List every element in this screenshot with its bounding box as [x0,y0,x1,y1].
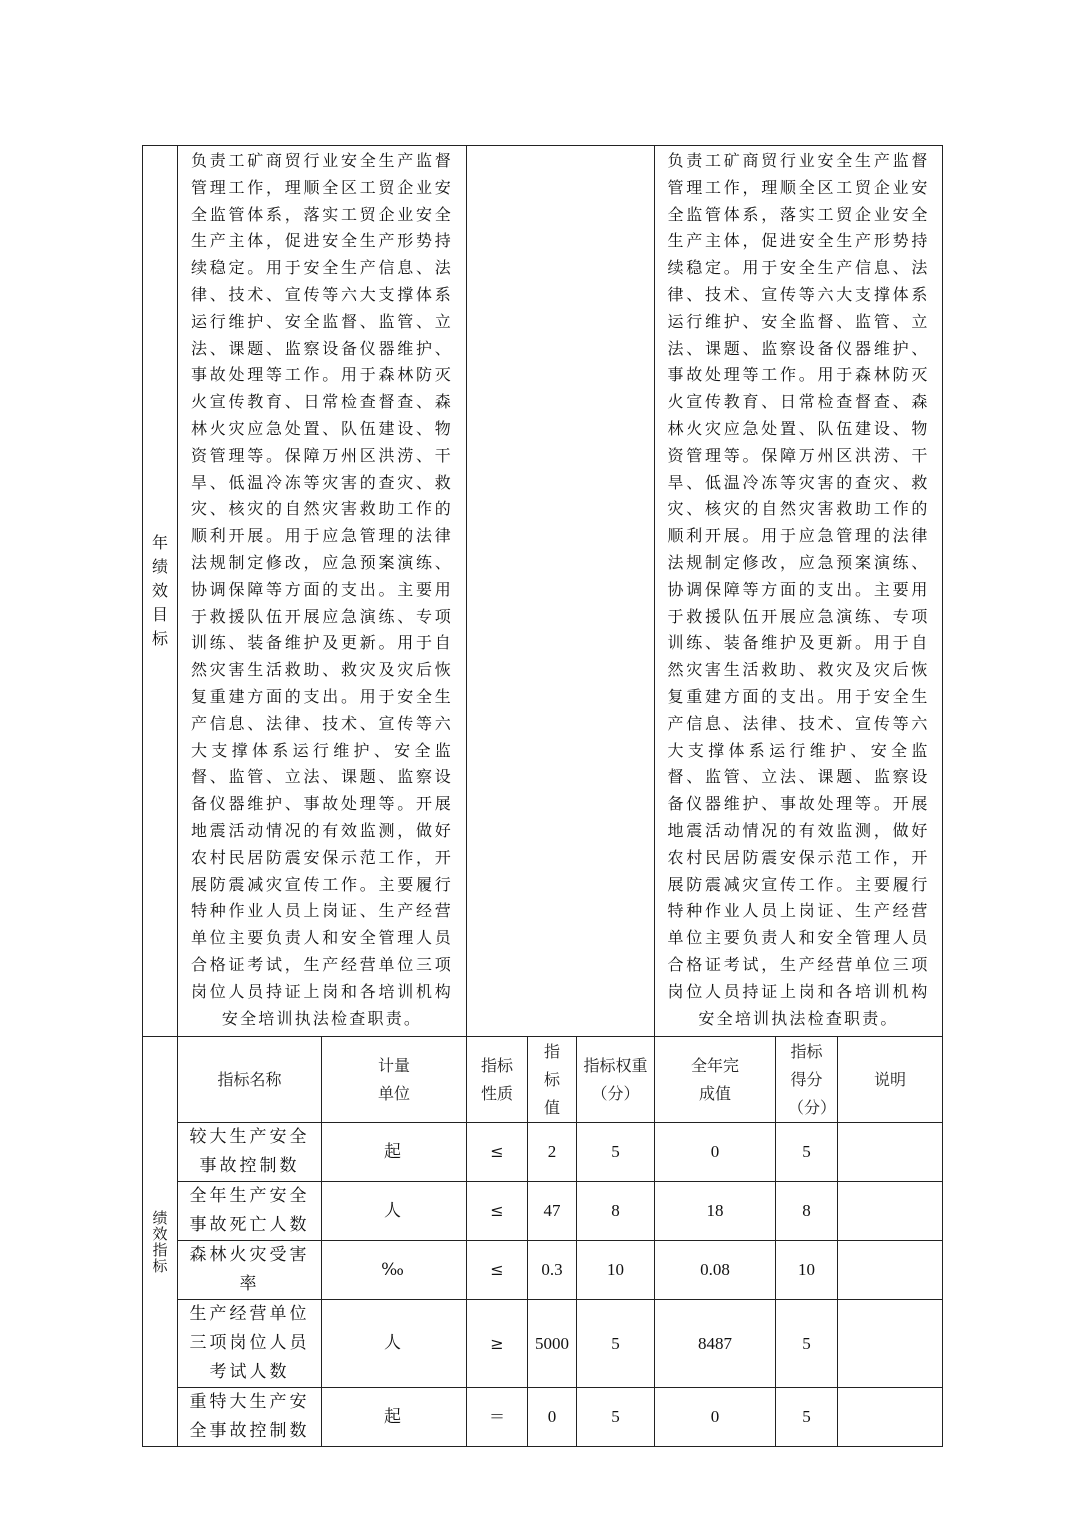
row-score: 5 [776,1123,838,1182]
row-note [838,1300,943,1388]
goal-text-right: 负责工矿商贸行业安全生产监督管理工作，理顺全区工贸企业安全监管体系，落实工贸企业安全生产主体，促进安全生产形势持续稳定。用于安全生产信息、法律、技术、宣传等六大支撑体系运行维护、安全监督、监管、立法、课题、监察设备仪器维护、事故处理等工作。用于森林防灭火宣传教育、日常检查督查、森林火灾应急处置、队伍建设、物资管理等。保障万州区洪涝、干旱、低温冷冻等灾害的查灾、救灾、核灾的自然灾害救助工作的顺利开展。用于应急管理的法律法规制定修改，应急预案演练、协调保障等方面的支出。主要用于救援队伍开展应急演练、专项训练、装备维护及更新。用于自然灾害生活救助、救灾及灾后恢复重建方面的支出。用于安全生产信息、法律、技术、宣传等六大支撑体系运行维护、安全监督、监管、立法、课题、监察设备仪器维护、事故处理等。开展地震活动情况的有效监测，做好农村民居防震安保示范工作，开展防震减灾宣传工作。主要履行特种作业人员上岗证、生产经营单位主要负责人和安全管理人员合格证考试，生产经营单位三项岗位人员持证上岗和各培训机构安全培训执法检查职责。 [667,151,930,1028]
header-unit: 计量单位 [322,1037,467,1123]
row-weight: 5 [577,1300,655,1388]
row-nature: ≤ [467,1241,528,1300]
indicator-header-row [143,1037,943,1123]
row-value: 5000 [528,1300,577,1388]
header-value: 指标值 [528,1037,577,1123]
table-row [143,1123,943,1182]
row-name: 重特大生产安全事故控制数 [178,1388,322,1447]
row-completed: 0 [655,1388,776,1447]
indicator-label: 绩效指标 [152,1208,168,1275]
row-unit: ‰ [322,1241,467,1300]
row-value: 0 [528,1388,577,1447]
row-score: 8 [776,1182,838,1241]
row-unit: 起 [322,1388,467,1447]
row-completed: 8487 [655,1300,776,1388]
goal-text-left: 负责工矿商贸行业安全生产监督管理工作，理顺全区工贸企业安全监管体系，落实工贸企业安全生产主体，促进安全生产形势持续稳定。用于安全生产信息、法律、技术、宣传等六大支撑体系运行维护、安全监督、监管、立法、课题、监察设备仪器维护、事故处理等工作。用于森林防灭火宣传教育、日常检查督查、森林火灾应急处置、队伍建设、物资管理等。保障万州区洪涝、干旱、低温冷冻等灾害的查灾、救灾、核灾的自然灾害救助工作的顺利开展。用于应急管理的法律法规制定修改，应急预案演练、协调保障等方面的支出。主要用于救援队伍开展应急演练、专项训练、装备维护及更新。用于自然灾害生活救助、救灾及灾后恢复重建方面的支出。用于安全生产信息、法律、技术、宣传等六大支撑体系运行维护、安全监督、监管、立法、课题、监察设备仪器维护、事故处理等。开展地震活动情况的有效监测，做好农村民居防震安保示范工作，开展防震减灾宣传工作。主要履行特种作业人员上岗证、生产经营单位主要负责人和安全管理人员合格证考试，生产经营单位三项岗位人员持证上岗和各培训机构安全培训执法检查职责。 [191,151,453,1028]
row-unit: 人 [322,1300,467,1388]
row-value: 2 [528,1123,577,1182]
row-completed: 0 [655,1123,776,1182]
goal-label: 年绩效目标 [152,533,169,649]
row-unit: 人 [322,1182,467,1241]
header-completed: 全年完成值 [655,1037,776,1123]
row-value: 47 [528,1182,577,1241]
goal-text-left-cell [178,146,467,1037]
row-weight: 5 [577,1388,655,1447]
row-note [838,1123,943,1182]
table-row [143,1182,943,1241]
row-name: 森林火灾受害率 [178,1241,322,1300]
row-note [838,1241,943,1300]
row-name: 全年生产安全事故死亡人数 [178,1182,322,1241]
row-note [838,1388,943,1447]
row-nature: ≤ [467,1123,528,1182]
row-name: 生产经营单位三项岗位人员考试人数 [178,1300,322,1388]
row-name: 较大生产安全事故控制数 [178,1123,322,1182]
header-score: 指标得分（分） [776,1037,838,1123]
row-nature: ≤ [467,1182,528,1241]
goal-empty-cell [467,146,655,1037]
row-value: 0.3 [528,1241,577,1300]
row-score: 10 [776,1241,838,1300]
row-weight: 5 [577,1123,655,1182]
row-unit: 起 [322,1123,467,1182]
header-weight: 指标权重（分） [577,1037,655,1123]
row-note [838,1182,943,1241]
header-nature: 指标性质 [467,1037,528,1123]
row-score: 5 [776,1300,838,1388]
indicator-label-cell [143,1037,178,1447]
row-score: 5 [776,1388,838,1447]
header-note: 说明 [838,1037,943,1123]
goal-text-right-cell [655,146,943,1037]
row-weight: 8 [577,1182,655,1241]
table-row [143,1241,943,1300]
row-nature: ＝ [467,1388,528,1447]
row-weight: 10 [577,1241,655,1300]
row-completed: 0.08 [655,1241,776,1300]
table-row [143,1300,943,1388]
goal-label-cell [143,146,178,1037]
row-completed: 18 [655,1182,776,1241]
goal-row [143,146,943,1037]
table-row [143,1388,943,1447]
row-nature: ≥ [467,1300,528,1388]
performance-table [142,145,943,1447]
header-name: 指标名称 [178,1037,322,1123]
